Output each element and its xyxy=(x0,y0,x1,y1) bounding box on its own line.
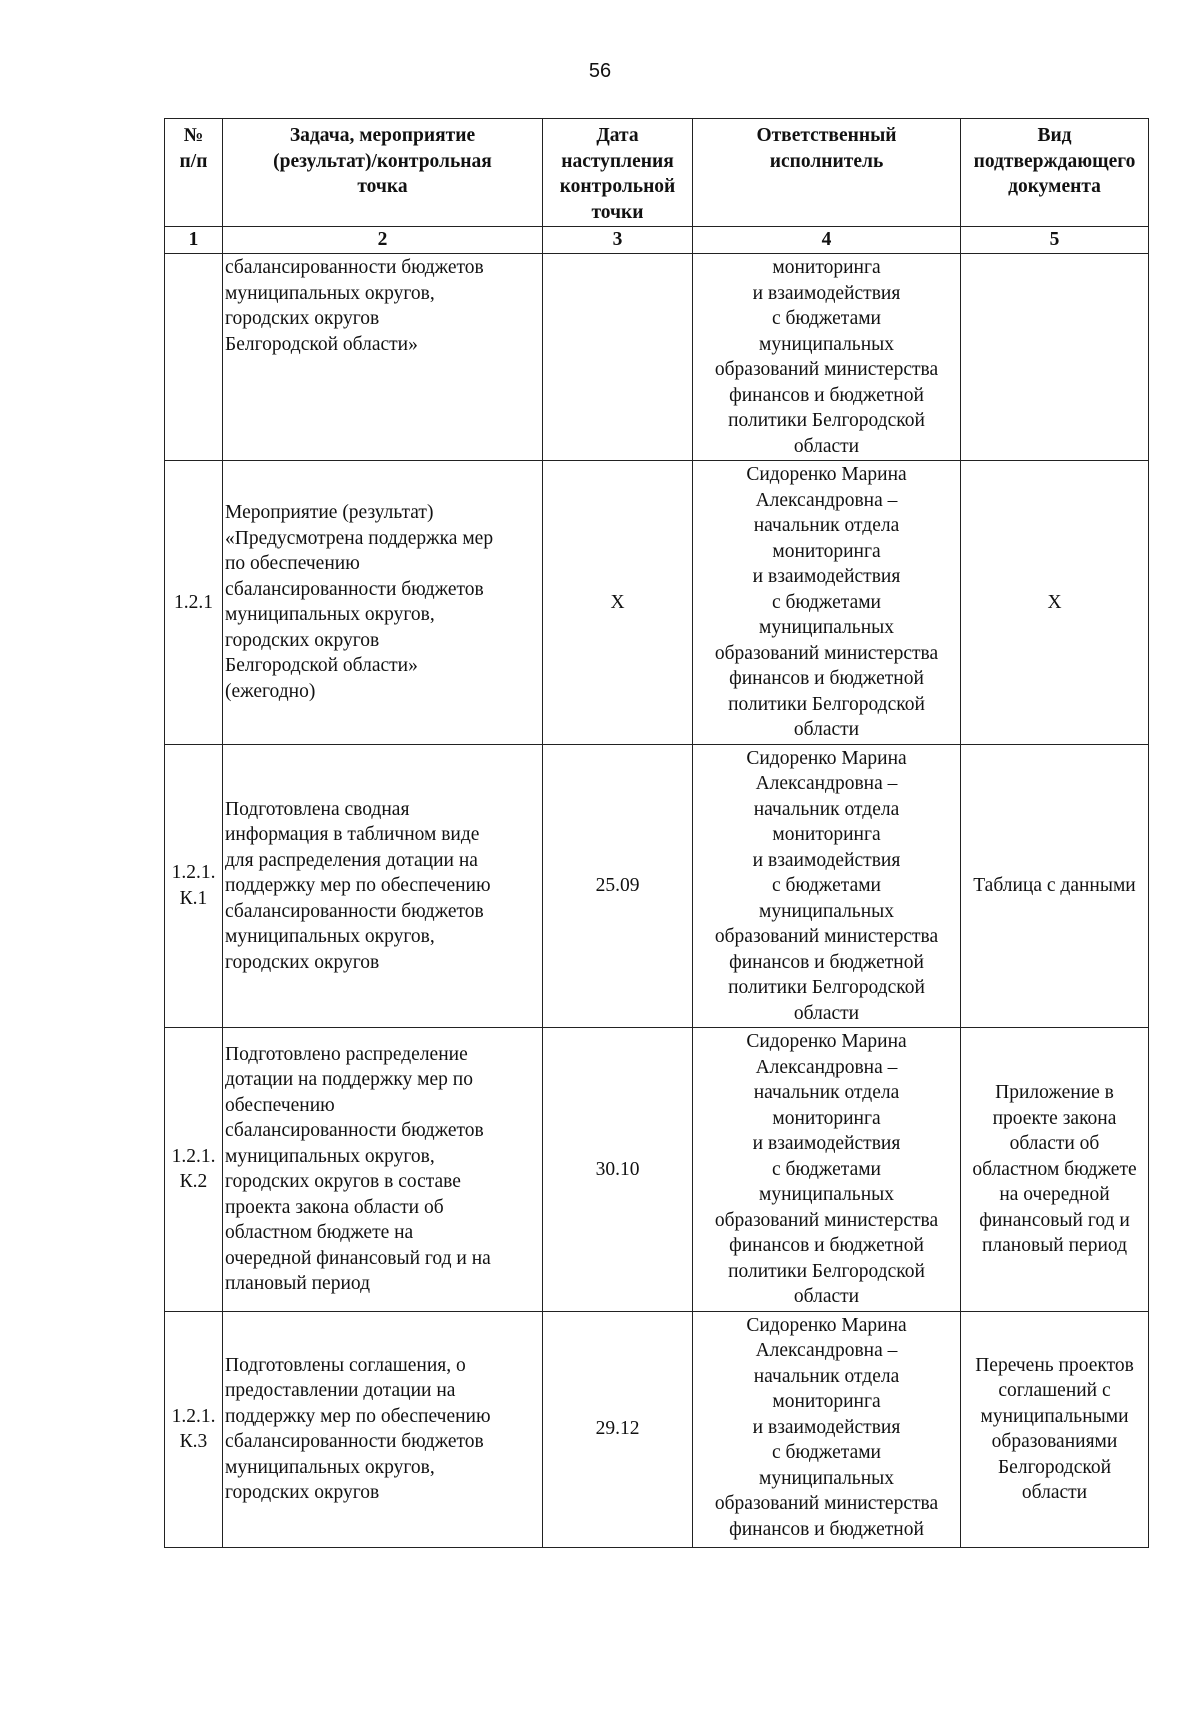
header-document: Вид подтверждающего документа xyxy=(961,119,1149,227)
row-responsible: Сидоренко Марина Александровна – начальник отдела мониторинга и взаимодействия с бюджетами муниципальных образований министерства финансов и бюджетной политики Белгородской области xyxy=(693,744,961,1028)
header-row xyxy=(165,119,1149,227)
row-document: Х xyxy=(961,461,1149,745)
column-number: 1 xyxy=(165,227,223,254)
row-date: 25.09 xyxy=(543,744,693,1028)
row-task: Подготовлено распределение дотации на поддержку мер по обеспечению сбалансированности бюджетов муниципальных округов, городских округов в составе проекта закона области об областном бюджете на очередной финансовый год и на плановый период xyxy=(223,1028,543,1312)
row-date: Х xyxy=(543,461,693,745)
row-date: 29.12 xyxy=(543,1311,693,1547)
header-task: Задача, мероприятие (результат)/контрольная точка xyxy=(223,119,543,227)
row-responsible: Сидоренко Марина Александровна – начальник отдела мониторинга и взаимодействия с бюджетами муниципальных образований министерства финансов и бюджетной политики Белгородской области xyxy=(693,1028,961,1312)
table-row xyxy=(165,254,1149,461)
row-task: сбалансированности бюджетов муниципальных округов, городских округов Белгородской области» xyxy=(223,254,543,461)
row-date: 30.10 xyxy=(543,1028,693,1312)
column-number: 2 xyxy=(223,227,543,254)
row-number: 1.2.1. К.3 xyxy=(165,1311,223,1547)
row-document: Таблица с данными xyxy=(961,744,1149,1028)
row-date xyxy=(543,254,693,461)
table-row xyxy=(165,1028,1149,1312)
row-task: Мероприятие (результат) «Предусмотрена поддержка мер по обеспечению сбалансированности бюджетов муниципальных округов, городских округов Белгородской области» (ежегодно) xyxy=(223,461,543,745)
row-responsible: Сидоренко Марина Александровна – начальник отдела мониторинга и взаимодействия с бюджетами муниципальных образований министерства финансов и бюджетной политики Белгородской области xyxy=(693,461,961,745)
column-number: 3 xyxy=(543,227,693,254)
table-row xyxy=(165,1311,1149,1547)
row-number: 1.2.1. К.2 xyxy=(165,1028,223,1312)
row-task: Подготовлены соглашения, о предоставлении дотации на поддержку мер по обеспечению сбалансированности бюджетов муниципальных округов, городских округов xyxy=(223,1311,543,1547)
row-document: Перечень проектов соглашений с муниципальными образованиями Белгородской области xyxy=(961,1311,1149,1547)
row-document: Приложение в проекте закона области об областном бюджете на очередной финансовый год и плановый период xyxy=(961,1028,1149,1312)
row-number: 1.2.1. К.1 xyxy=(165,744,223,1028)
column-number: 5 xyxy=(961,227,1149,254)
header-date: Дата наступления контрольной точки xyxy=(543,119,693,227)
row-number xyxy=(165,254,223,461)
row-responsible: мониторинга и взаимодействия с бюджетами муниципальных образований министерства финансов и бюджетной политики Белгородской области xyxy=(693,254,961,461)
header-responsible: Ответственный исполнитель xyxy=(693,119,961,227)
table-row xyxy=(165,461,1149,745)
row-number: 1.2.1 xyxy=(165,461,223,745)
header-no: № п/п xyxy=(165,119,223,227)
column-number: 4 xyxy=(693,227,961,254)
column-number-row xyxy=(165,227,1149,254)
row-responsible: Сидоренко Марина Александровна – начальник отдела мониторинга и взаимодействия с бюджетами муниципальных образований министерства финансов и бюджетной xyxy=(693,1311,961,1547)
action-plan-table xyxy=(164,118,1149,1548)
row-task: Подготовлена сводная информация в табличном виде для распределения дотации на поддержку мер по обеспечению сбалансированности бюджетов муниципальных округов, городских округов xyxy=(223,744,543,1028)
table-row xyxy=(165,744,1149,1028)
row-document xyxy=(961,254,1149,461)
page-number: 56 xyxy=(588,60,612,82)
